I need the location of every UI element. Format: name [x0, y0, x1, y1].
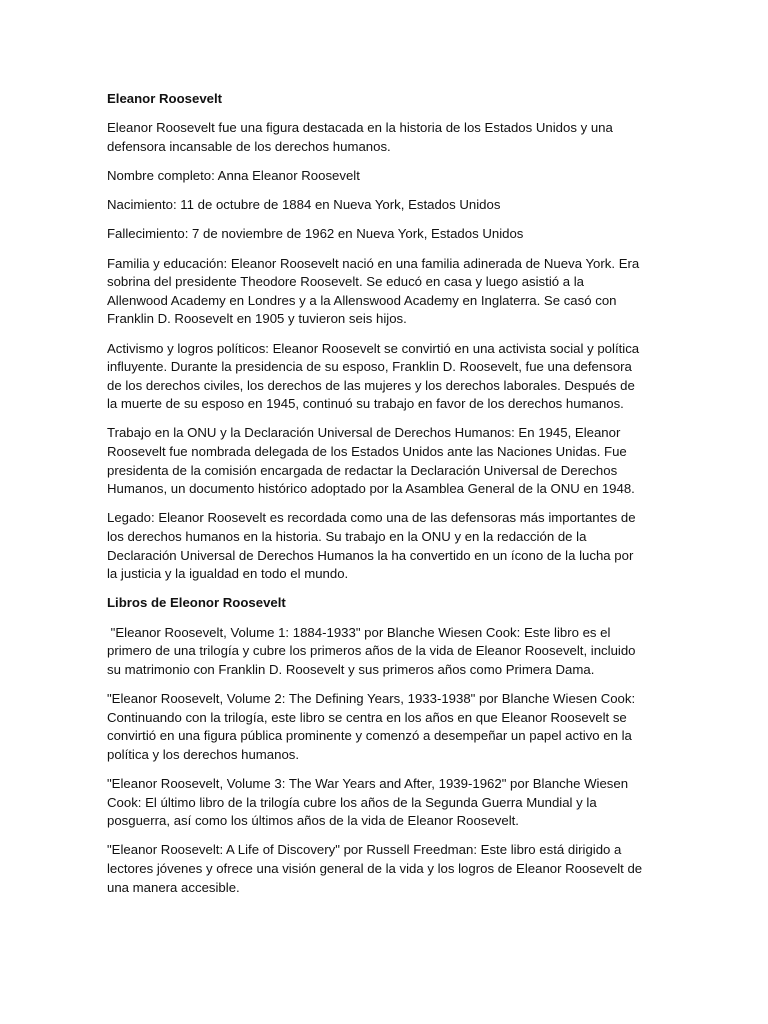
activism-paragraph: Activismo y logros políticos: Eleanor Roosevelt se convirtió en una activista social y política influyente. Durante la presidencia de su esposo, Franklin D. Roosevelt, fue una defensora de los derechos civiles, los derechos de las mujeres y los derechos laborales. Después de la muerte de su esposo en 1945, continuó su trabajo en favor de los derechos humanos. [107, 340, 640, 412]
family-education-paragraph: Familia y educación: Eleanor Roosevelt nació en una familia adinerada de Nueva York. Era sobrina del presidente Theodore Roosevelt. Se educó en casa y luego asistió a la Allenwood Academy en Londres y a la Allenswood Academy en Inglaterra. Se casó con Franklin D. Roosevelt en 1905 y tuvieron seis hijos. [107, 255, 640, 327]
book-entry-2: "Eleanor Roosevelt, Volume 2: The Defining Years, 1933-1938" por Blanche Wiesen Cook: Continuando con la trilogía, este libro se centra en los años en que Eleanor Roosevelt se convirtió en una figura pública prominente y comenzó a desempeñar un papel activo en la política y los derechos humanos. [107, 690, 636, 762]
book-entry-1: "Eleanor Roosevelt, Volume 1: 1884-1933" por Blanche Wiesen Cook: Este libro es el primero de una trilogía y cubre los primeros años de la vida de Eleanor Roosevelt, incluido su matrimonio con Franklin D. Roosevelt y sus primeros años como Primera Dama. [107, 624, 640, 677]
document-title: Eleanor Roosevelt [107, 91, 223, 106]
legacy-paragraph: Legado: Eleanor Roosevelt es recordada como una de las defensoras más importantes de los derechos humanos en la historia. Su trabajo en la ONU y en la redacción de la Declaración Universal de Derechos Humanos la ha convertido en un ícono de la lucha por la justicia y la igualdad en todo el mundo. [107, 510, 636, 582]
full-name-paragraph: Nombre completo: Anna Eleanor Roosevelt [107, 167, 360, 183]
un-work-paragraph: Trabajo en la ONU y la Declaración Universal de Derechos Humanos: En 1945, Eleanor Roosevelt fue nombrada delegada de los Estados Unidos ante las Naciones Unidas. Fue presidenta de la comisión encargada de redactar la Declaración Universal de Derechos Humanos, un documento histórico adoptado por la Asamblea General de la ONU en 1948. [107, 425, 635, 497]
document-page [107, 90, 647, 908]
books-heading: Libros de Eleonor Roosevelt [107, 595, 286, 611]
death-paragraph: Fallecimiento: 7 de noviembre de 1962 en Nueva York, Estados Unidos [107, 226, 524, 242]
book-entry-4: "Eleanor Roosevelt: A Life of Discovery" por Russell Freedman: Este libro está dirigido a lectores jóvenes y ofrece una visión general de la vida y los logros de Eleanor Roosevelt de una manera accesible. [107, 842, 643, 895]
intro-paragraph: Eleanor Roosevelt fue una figura destacada en la historia de los Estados Unidos y una defensora incansable de los derechos humanos. [107, 120, 613, 154]
book-entry-3: "Eleanor Roosevelt, Volume 3: The War Years and After, 1939-1962" por Blanche Wiesen Cook: El último libro de la trilogía cubre los años de la Segunda Guerra Mundial y la posguerra, así como los últimos años de la vida de Eleanor Roosevelt. [107, 775, 629, 829]
birth-paragraph: Nacimiento: 11 de octubre de 1884 en Nueva York, Estados Unidos [107, 197, 501, 213]
